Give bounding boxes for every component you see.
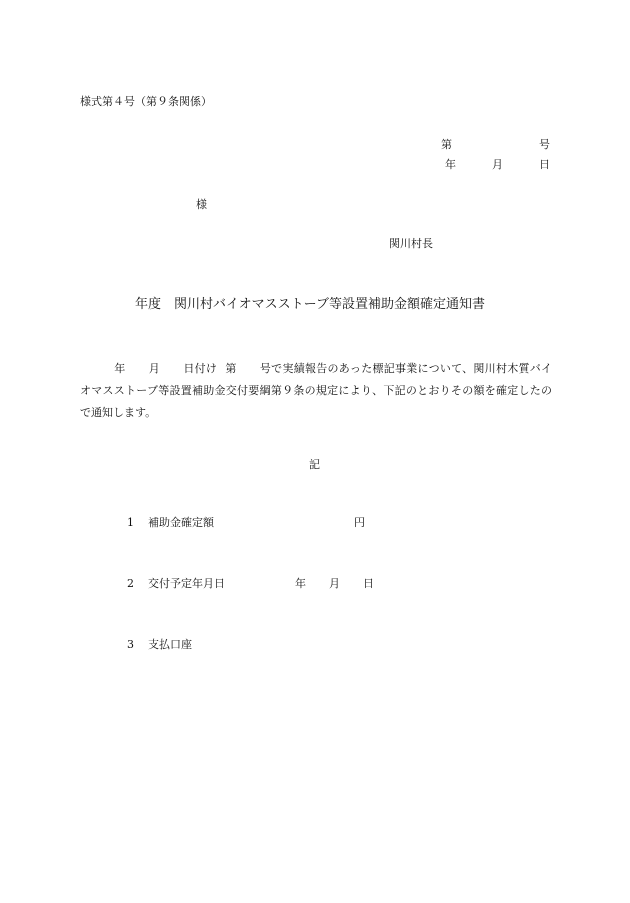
title-text: 関川村バイオマスストーブ等設置補助金額確定通知書: [174, 297, 485, 312]
item-confirmed-amount: [127, 517, 365, 528]
doc-date-day: 日: [539, 158, 550, 171]
body-text: 号で実績報告のあった標記事業について、関川村木質バイオマスストーブ等設置補助金交付要綱第９条の規定により、下記のとおりその額を確定したので通知します。: [80, 362, 552, 419]
sender: 関川村長: [389, 237, 433, 250]
document-date: [445, 159, 550, 170]
item-unit: 円: [354, 516, 365, 529]
item-month: 月: [329, 577, 340, 590]
item-label: 支払口座: [148, 638, 192, 651]
item-day: 日: [363, 577, 374, 590]
item-year: 年: [295, 577, 306, 590]
body-number-prefix: 第: [225, 362, 237, 375]
doc-date-year: 年: [445, 158, 456, 171]
item-number: 2: [127, 577, 134, 590]
doc-number-suffix: 号: [539, 138, 550, 151]
item-label: 交付予定年月日: [148, 577, 225, 590]
doc-number-prefix: 第: [441, 138, 452, 151]
title-year-label: 年度: [135, 297, 162, 312]
document-number: [441, 139, 550, 150]
form-label: 様式第４号（第９条関係）: [80, 95, 212, 108]
item-payment-account: [127, 639, 192, 650]
item-label: 補助金確定額: [148, 516, 214, 529]
body-day-dated: 日付け: [183, 362, 218, 375]
item-number: 3: [127, 638, 134, 651]
doc-date-month: 月: [492, 158, 503, 171]
addressee: 様: [196, 198, 207, 211]
item-number: 1: [127, 516, 134, 529]
item-scheduled-date: [127, 578, 374, 589]
body-year: 年: [114, 362, 126, 375]
page-title: [135, 298, 485, 311]
body-paragraph: [80, 358, 552, 424]
body-month: 月: [148, 362, 161, 375]
ki-heading: 記: [309, 458, 320, 471]
